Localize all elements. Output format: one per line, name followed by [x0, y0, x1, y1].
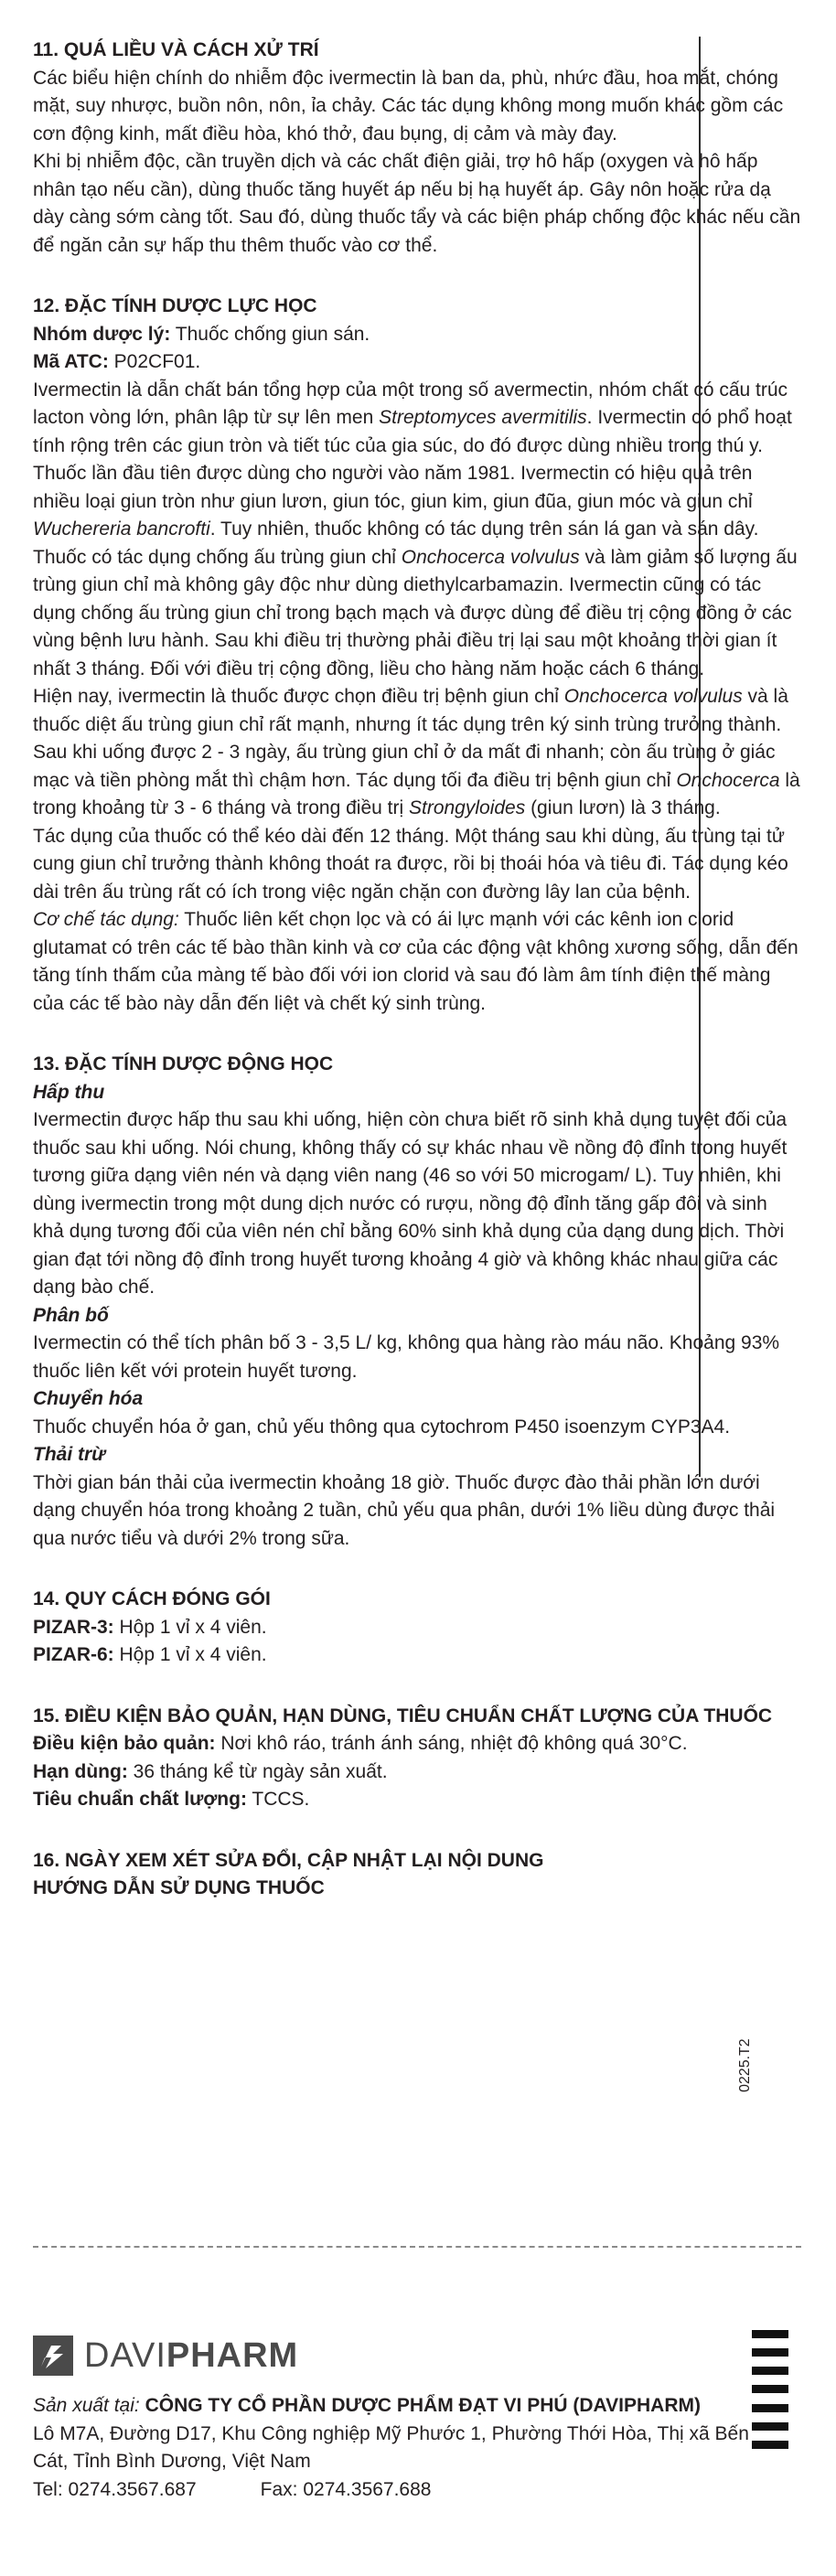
text-run: Ivermectin là dẫn chất bán tổng hợp của một trong số avermectin, nhóm chất có cấu trúc lacton vòng lớn, phân lập từ sự lên men [33, 379, 788, 428]
section-title: 13. ĐẶC TÍNH DƯỢC ĐỘNG HỌC [33, 1053, 334, 1074]
phone: Tel: 0274.3567.687 [33, 2478, 197, 2500]
atc-code [33, 348, 801, 377]
bar [752, 2367, 788, 2375]
bar [752, 2330, 788, 2338]
paragraph [33, 683, 801, 823]
manufacturer-info [33, 2392, 765, 2504]
section-storage [33, 1703, 801, 1814]
brand-name [84, 2336, 298, 2376]
field-value: Thuốc liên kết chọn lọc và có ái lực mạnh với các kênh ion clorid glutamat có trên các tế bào thần kinh và cơ của các động vật không xương sống, dẫn đến tăng tính thấm của màng tế bào đối với ion clorid và sau đó làm âm tính điện thế màng của các tế bào này dẫn đến liệt và chết ký sinh trùng. [33, 909, 798, 1014]
field-value: TCCS. [246, 1789, 310, 1810]
mechanism-paragraph [33, 906, 801, 1018]
species-name: Onchocerca volvulus [401, 546, 580, 568]
species-name: Strongyloides [408, 797, 526, 818]
divider [33, 2246, 801, 2248]
field-value: Hộp 1 vỉ x 4 viên. [113, 1644, 267, 1665]
field-label: Điều kiện bảo quản: [33, 1733, 216, 1754]
field-value: P02CF01. [113, 351, 201, 372]
brand-logo [33, 2334, 298, 2378]
pharmacologic-group [33, 321, 801, 349]
brand-part: PHARM [166, 2336, 299, 2375]
subsection-title: Phân bố [33, 1304, 109, 1326]
text-run: và làm giảm số lượng ấu trùng giun chỉ mà không gây độc như dùng diethylcarbamazin. Ivermectin cũng có tác dụng chống ấu trùng giun chỉ trong bạch mạch và được dùng để điều trị cộng đồng ở các vùng bệnh lưu hành. Sau khi điều trị thường phải điều trị lại sau một khoảng thời gian ít nhất 3 tháng. Đối với điều trị cộng đồng, liều cho hàng năm hoặc cách 6 tháng. [33, 546, 798, 679]
field-label: Hạn dùng: [33, 1760, 128, 1782]
paragraph: Tác dụng của thuốc có thể kéo dài đến 12 tháng. Một tháng sau khi dùng, ấu trùng tại tử cung giun chỉ trưởng thành không thoát ra được, rồi bị thoái hóa và tiêu đi. Tác dụng kéo dài trên ấu trùng rất có ích trong việc ngăn chặn con đường lây lan của bệnh. [33, 825, 788, 903]
field-value: Thuốc chống giun sán. [175, 323, 370, 345]
field-label: Nhóm dược lý: [33, 323, 171, 345]
section-pharmacodynamics [33, 293, 801, 1018]
section-overdose [33, 37, 801, 260]
field-label: Mã ATC: [33, 351, 109, 372]
species-name: Streptomyces avermitilis [379, 407, 587, 428]
shelf-life [33, 1758, 801, 1787]
section-packaging [33, 1586, 801, 1670]
company-name: CÔNG TY CỔ PHẦN DƯỢC PHẨM ĐẠT VI PHÚ (DAVIPHARM) [139, 2395, 701, 2416]
leaflet-content [33, 37, 801, 1936]
text-run: Hiện nay, ivermectin là thuốc được chọn điều trị bệnh giun chỉ [33, 686, 564, 707]
section-title: 11. QUÁ LIỀU VÀ CÁCH XỬ TRÍ [33, 39, 319, 60]
subsection-title: Thải trừ [33, 1444, 106, 1465]
quality-standard [33, 1786, 801, 1814]
field-label: Cơ chế tác dụng: [33, 909, 179, 930]
manufacturer-address: Lô M7A, Đường D17, Khu Công nghiệp Mỹ Phước 1, Phường Thới Hòa, Thị xã Bến Cát, Tỉnh Bình Dương, Việt Nam [33, 2422, 749, 2472]
subsection-title: Hấp thu [33, 1081, 105, 1103]
section-title: 12. ĐẶC TÍNH DƯỢC LỰC HỌC [33, 295, 317, 316]
field-label: Tiêu chuẩn chất lượng: [33, 1789, 247, 1810]
bar [752, 2348, 788, 2357]
product-name: PIZAR-3: [33, 1616, 114, 1638]
brand-part: DAVI [84, 2336, 166, 2375]
text-run: . Tuy nhiên, thuốc không có tác dụng trên sán lá gan và sán dây. Thuốc có tác dụng chống ấu trùng giun chỉ [33, 518, 759, 568]
document-code: 0225.T2 [737, 2038, 753, 2092]
davipharm-logo-icon [33, 2336, 73, 2376]
section-pharmacokinetics [33, 1051, 801, 1553]
paragraph: Khi bị nhiễm độc, cần truyền dịch và các chất điện giải, trợ hô hấp (oxygen và hô hấp nhân tạo nếu cần), dùng thuốc tăng huyết áp nếu bị hạ huyết áp. Gây nôn hoặc rửa dạ dày càng sớm càng tốt. Sau đó, dùng thuốc tẩy và các biện pháp chống độc khác nếu cần để ngăn cản sự hấp thu thêm thuốc vào cơ thể. [33, 151, 801, 256]
field-label: Sản xuất tại: [33, 2395, 140, 2416]
paragraph: Thuốc chuyển hóa ở gan, chủ yếu thông qua cytochrom P450 isoenzym CYP3A4. [33, 1416, 731, 1438]
text-run: . Ivermectin có phổ hoạt tính rộng trên các giun tròn và tiết túc của gia súc, do đó được dùng nhiều trong thú y. Thuốc lần đầu tiên được dùng cho người vào năm 1981. Ivermectin có hiệu quả trên nhiều loại giun tròn như giun lươn, giun tóc, giun kim, giun đũa, giun móc và giun chỉ [33, 407, 792, 512]
species-name: Onchocerca [676, 769, 780, 791]
section-title: 16. NGÀY XEM XÉT SỬA ĐỔI, CẬP NHẬT LẠI NỘI DUNG HƯỚNG DẪN SỬ DỤNG THUỐC [33, 1849, 544, 1898]
section-title: 15. ĐIỀU KIỆN BẢO QUẢN, HẠN DÙNG, TIÊU CHUẨN CHẤT LƯỢNG CỦA THUỐC [33, 1705, 773, 1726]
logo-glyph [33, 2336, 73, 2376]
field-value: Nơi khô ráo, tránh ánh sáng, nhiệt độ không quá 30°C. [215, 1733, 688, 1754]
product-name: PIZAR-6: [33, 1644, 114, 1665]
paragraph: Ivermectin được hấp thu sau khi uống, hiện còn chưa biết rõ sinh khả dụng tuyệt đối của thuốc sau khi uống. Nói chung, không thấy có sự khác nhau về nồng độ đỉnh trong huyết tương giữa dạng viên nén và dạng viên nang (46 so với 50 microgam/ L). Tuy nhiên, khi dùng ivermectin trong một dung dịch nước có rượu, nồng độ đỉnh tăng gấp đôi và sinh khả dụng tương đối của viên nén chỉ bằng 60% sinh khả dụng của dạng dung dịch. Thời gian đạt tới nồng độ đỉnh trong huyết tương khoảng 4 giờ và không khác nhau giữa các dạng bào chế. [33, 1109, 788, 1298]
text-run: và là thuốc diệt ấu trùng giun chỉ rất mạnh, nhưng ít tác dụng trên ký sinh trùng trưởng thành. Sau khi uống được 2 - 3 ngày, ấu trùng giun chỉ ở da mất đi nhanh; còn ấu trùng ở giác mạc và tiền phòng mắt thì chậm hơn. Tác dụng tối đa điều trị bệnh giun chỉ [33, 686, 788, 791]
contact-line [33, 2476, 765, 2505]
species-name: Onchocerca volvulus [563, 686, 743, 707]
species-name: Wuchereria bancrofti [33, 518, 210, 540]
section-title: 14. QUY CÁCH ĐÓNG GÓI [33, 1588, 271, 1609]
packaging-item [33, 1641, 801, 1670]
field-value: 36 tháng kể từ ngày sản xuất. [127, 1760, 388, 1782]
text-run: là trong khoảng từ 3 - 6 tháng và trong điều trị [33, 769, 800, 818]
field-value: Hộp 1 vỉ x 4 viên. [113, 1616, 267, 1638]
text-run: (giun lươn) là 3 tháng. [525, 797, 721, 818]
storage-conditions [33, 1730, 801, 1758]
section-revision-date [33, 1847, 801, 1903]
packaging-item [33, 1614, 801, 1642]
fax: Fax: 0274.3567.688 [260, 2478, 432, 2500]
subsection-title: Chuyển hóa [33, 1388, 144, 1409]
paragraph: Các biểu hiện chính do nhiễm độc ivermectin là ban da, phù, nhức đầu, hoa mắt, chóng mặt, suy nhược, buồn nôn, nôn, ỉa chảy. Các tác dụng không mong muốn khác gồm các cơn động kinh, mất điều hòa, khó thở, đau bụng, dị cảm và mày đay. [33, 67, 784, 144]
paragraph [33, 377, 801, 684]
paragraph: Ivermectin có thể tích phân bố 3 - 3,5 L/ kg, không qua hàng rào máu não. Khoảng 93% thuốc liên kết với protein huyết tương. [33, 1332, 780, 1382]
manufacturer-line [33, 2392, 765, 2421]
paragraph: Thời gian bán thải của ivermectin khoảng 18 giờ. Thuốc được đào thải phần lớn dưới dạng chuyển hóa trong khoảng 2 tuần, chủ yếu qua phân, dưới 1% liều dùng được thải qua nước tiểu và dưới 2% trong sữa. [33, 1471, 776, 1549]
